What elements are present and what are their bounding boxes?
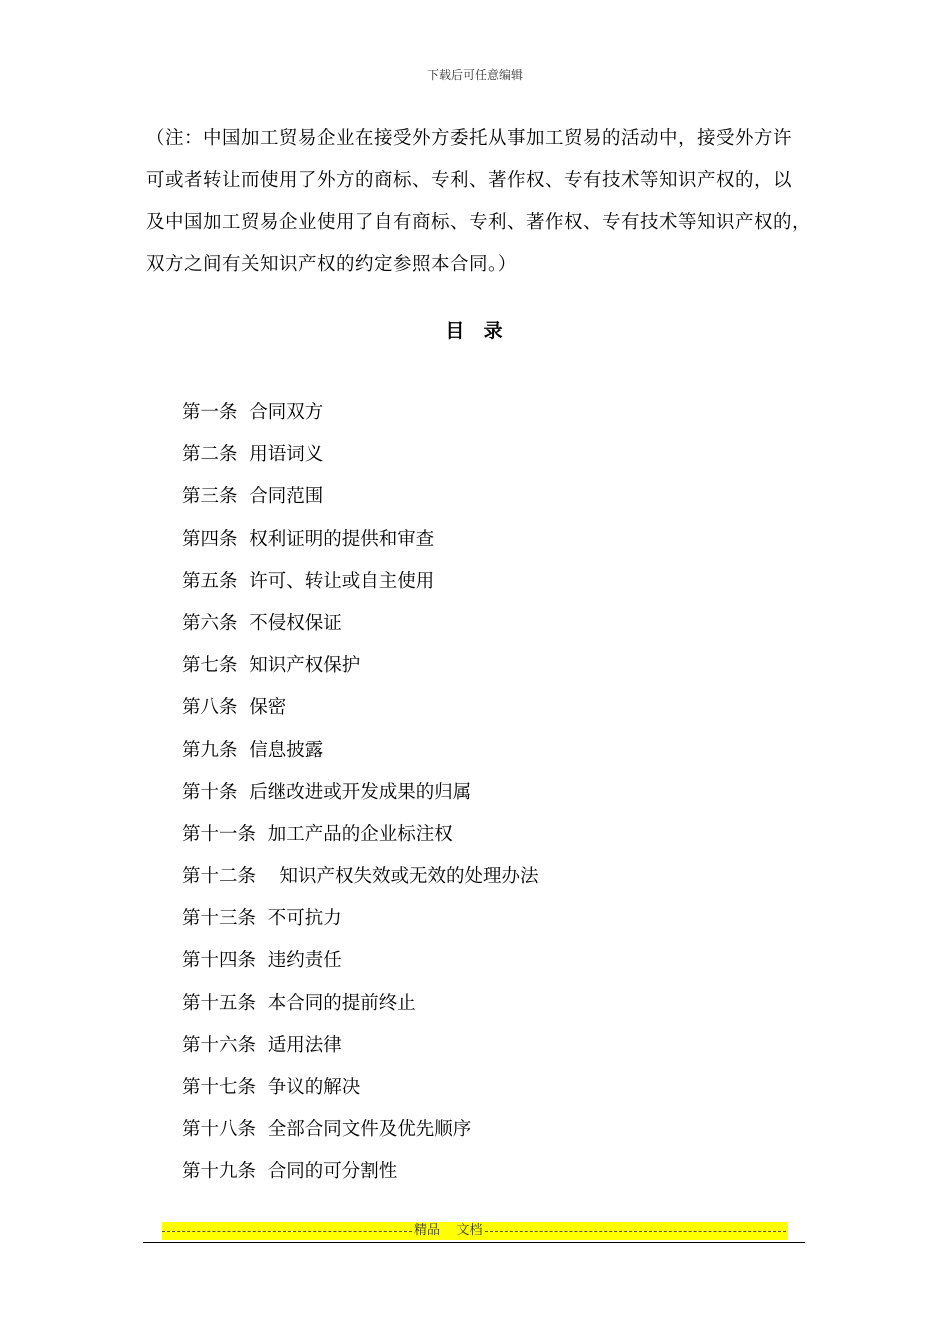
footer-dashes-right [485, 1231, 788, 1232]
note-line: 可或者转让而使用了外方的商标、专利、著作权、专有技术等知识产权的，以 [146, 170, 793, 191]
toc-item-8: 第八条 保密 [182, 697, 287, 719]
footer-text: 精品 文档 [414, 1223, 483, 1238]
toc-title: 目 录 [445, 320, 505, 342]
toc-item-6: 第六条 不侵权保证 [182, 612, 342, 634]
toc-item-2: 第二条 用语词义 [182, 444, 324, 466]
toc-item-16: 第十六条 适用法律 [182, 1034, 342, 1056]
toc-item-3: 第三条 合同范围 [182, 486, 324, 508]
note-line: 及中国加工贸易企业使用了自有商标、专利、著作权、专有技术等知识产权的， [146, 212, 812, 233]
page-header: 下载后可任意编辑 [426, 68, 523, 82]
toc-item-17: 第十七条 争议的解决 [182, 1077, 361, 1098]
footer-highlight-band [162, 1222, 788, 1240]
note-line: （注：中国加工贸易企业在接受外方委托从事加工贸易的活动中，接受外方许 [146, 128, 793, 149]
toc-item-13: 第十三条 不可抗力 [182, 908, 342, 930]
toc-item-18: 第十八条 全部合同文件及优先顺序 [182, 1119, 472, 1141]
toc-item-11: 第十一条 加工产品的企业标注权 [182, 823, 453, 845]
toc-item-5: 第五条 许可、转让或自主使用 [182, 570, 435, 592]
toc-item-19: 第十九条 合同的可分割性 [182, 1161, 398, 1183]
footer-rule [143, 1242, 805, 1243]
toc-item-7: 第七条 知识产权保护 [182, 655, 361, 677]
toc-item-12: 第十二条 知识产权失效或无效的处理办法 [182, 866, 539, 888]
toc-item-14: 第十四条 违约责任 [182, 950, 342, 972]
note-paragraph [146, 118, 814, 286]
toc-item-10: 第十条 后继改进或开发成果的归属 [182, 781, 472, 803]
toc-item-15: 第十五条 本合同的提前终止 [182, 992, 416, 1014]
note-line: 双方之间有关知识产权的约定参照本合同。） [146, 254, 517, 275]
toc-item-4: 第四条 权利证明的提供和审查 [182, 528, 435, 550]
toc-item-1: 第一条 合同双方 [182, 402, 324, 423]
footer-dashes-left [162, 1231, 412, 1232]
toc-list [182, 396, 539, 1198]
toc-item-9: 第九条 信息披露 [182, 739, 324, 761]
